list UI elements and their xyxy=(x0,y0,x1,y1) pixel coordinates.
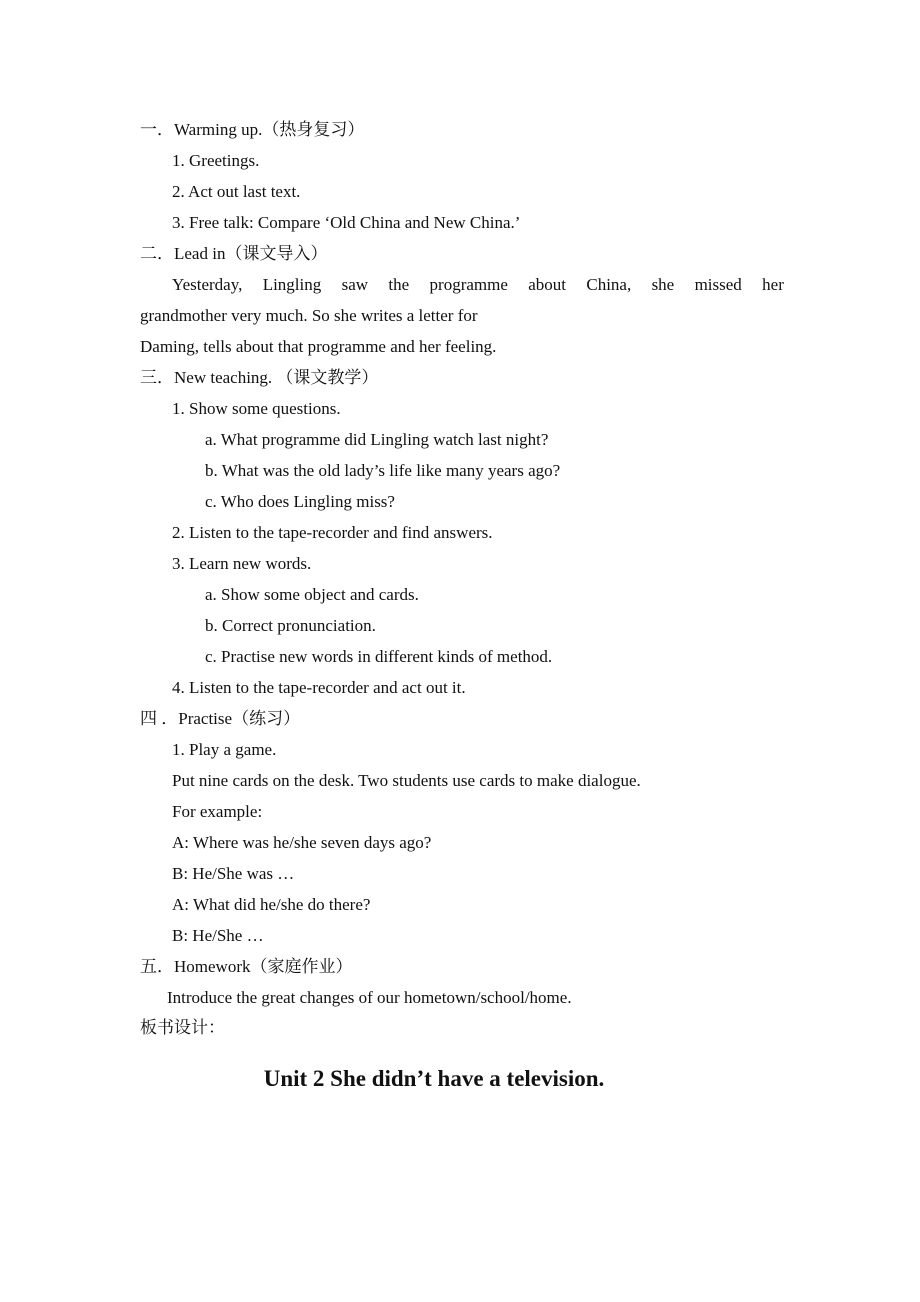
list-item: 1. Show some questions. xyxy=(172,399,341,418)
section-heading-warming-up: 一．Warming up.（热身复习） xyxy=(140,120,365,139)
dialogue-line: A: What did he/she do there? xyxy=(172,895,371,914)
dialogue-line: B: He/She … xyxy=(172,926,264,945)
sub-list-item: c. Who does Lingling miss? xyxy=(205,492,395,511)
list-item: 2. Act out last text. xyxy=(172,182,301,201)
section-heading-practise: 四 ．Practise（练习） xyxy=(140,709,301,728)
homework-text: Introduce the great changes of our hometown/school/home. xyxy=(167,988,572,1007)
word: missed xyxy=(694,275,742,294)
list-item: 4. Listen to the tape-recorder and act out it. xyxy=(172,678,466,697)
lead-in-paragraph-line-1 xyxy=(172,274,784,296)
dialogue-line: A: Where was he/she seven days ago? xyxy=(172,833,432,852)
lead-in-paragraph-line-3: Daming, tells about that programme and her feeling. xyxy=(140,337,497,356)
list-item: 3. Learn new words. xyxy=(172,554,312,573)
board-title: Unit 2 She didn’t have a television. xyxy=(263,1066,605,1091)
word: she xyxy=(651,275,675,294)
word: Yesterday, xyxy=(172,275,243,294)
section-heading-lead-in: 二．Lead in（课文导入） xyxy=(140,244,328,263)
list-item: 1. Greetings. xyxy=(172,151,260,170)
word: China, xyxy=(586,275,632,294)
sub-list-item: c. Practise new words in different kinds of method. xyxy=(205,647,553,666)
sub-list-item: a. Show some object and cards. xyxy=(205,585,419,604)
section-heading-homework: 五．Homework（家庭作业） xyxy=(140,957,353,976)
word: Lingling xyxy=(262,275,322,294)
word: the xyxy=(388,275,410,294)
word: saw xyxy=(341,275,369,294)
word: her xyxy=(762,275,784,294)
sub-list-item: b. Correct pronunciation. xyxy=(205,616,376,635)
sub-list-item: a. What programme did Lingling watch last night? xyxy=(205,430,549,449)
section-heading-new-teaching: 三．New teaching. （课文教学） xyxy=(140,368,379,387)
word: programme xyxy=(429,275,508,294)
sub-list-item: b. What was the old lady’s life like many years ago? xyxy=(205,461,561,480)
list-item: 3. Free talk: Compare ‘Old China and New China.’ xyxy=(172,213,521,232)
practise-line: For example: xyxy=(172,802,263,821)
dialogue-line: B: He/She was … xyxy=(172,864,295,883)
word: about xyxy=(528,275,567,294)
board-design-heading: 板书设计： xyxy=(140,1018,225,1037)
lead-in-paragraph-line-2: grandmother very much. So she writes a letter for xyxy=(140,306,478,325)
list-item: 1. Play a game. xyxy=(172,740,277,759)
practise-line: Put nine cards on the desk. Two students use cards to make dialogue. xyxy=(172,771,641,790)
list-item: 2. Listen to the tape-recorder and find answers. xyxy=(172,523,493,542)
